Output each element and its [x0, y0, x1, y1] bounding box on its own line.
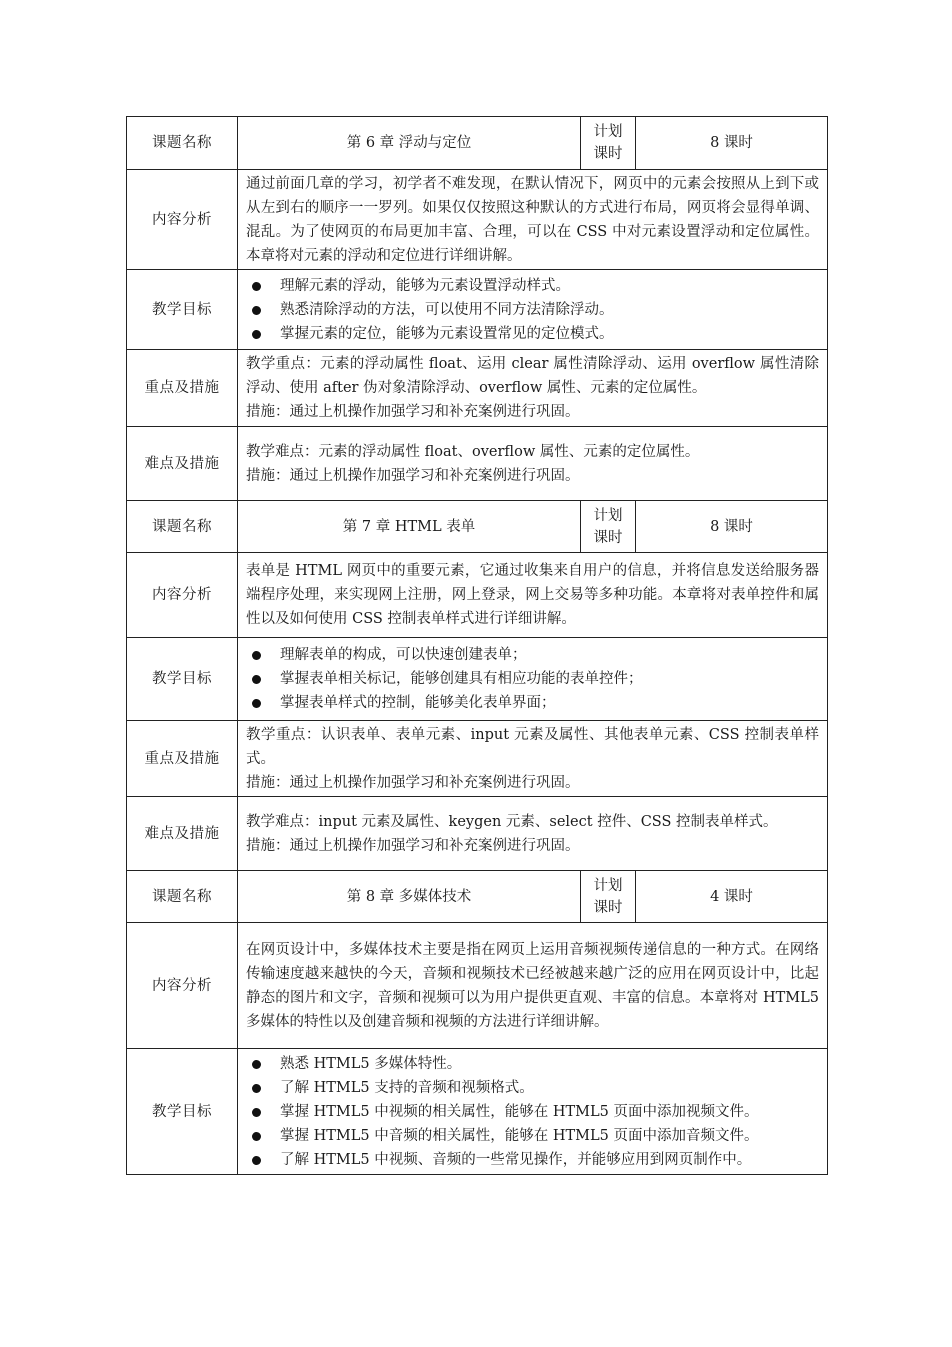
teaching-goals-label: 教学目标 [127, 270, 238, 350]
goal-item: 掌握表单相关标记，能够创建具有相应功能的表单控件； [246, 667, 819, 691]
teaching-plan-table [126, 116, 828, 1175]
goal-item: 熟悉清除浮动的方法，可以使用不同方法清除浮动。 [246, 298, 819, 322]
title-label: 课题名称 [127, 501, 238, 553]
goal-item: 熟悉 HTML5 多媒体特性。 [246, 1052, 819, 1076]
planned-hours-label: 计划 课时 [581, 501, 636, 553]
planned-hours-label: 计划 课时 [581, 117, 636, 170]
goal-item: 了解 HTML5 支持的音频和视频格式。 [246, 1076, 819, 1100]
title-label: 课题名称 [127, 871, 238, 923]
key-points-row [127, 350, 828, 427]
goal-item: 掌握表单样式的控制，能够美化表单界面； [246, 691, 819, 715]
chapter-title: 第 7 章 HTML 表单 [238, 501, 581, 553]
bullet-icon [252, 306, 261, 315]
key-points-row [127, 721, 828, 797]
difficulty-label: 难点及措施 [127, 427, 238, 501]
planned-hours-value: 8 课时 [636, 117, 828, 170]
content-analysis-text: 通过前面几章的学习，初学者不难发现，在默认情况下，网页中的元素会按照从上到下或从左到右的顺序一一罗列。如果仅仅按照这种默认的方式进行布局，网页将会显得单调、混乱。为了使网页的布局更加丰富、合理，可以在 CSS 中对元素设置浮动和定位属性。本章将对元素的浮动和定位进行详细讲解。 [238, 170, 828, 270]
chapter-title-row [127, 117, 828, 170]
planned-hours-label: 计划 课时 [581, 871, 636, 923]
bullet-icon [252, 1132, 261, 1141]
bullet-icon [252, 651, 261, 660]
content-analysis-row [127, 923, 828, 1049]
goal-item: 掌握 HTML5 中音频的相关属性，能够在 HTML5 页面中添加音频文件。 [246, 1124, 819, 1148]
planned-hours-value: 8 课时 [636, 501, 828, 553]
teaching-goals-row [127, 638, 828, 721]
chapter-title-row [127, 501, 828, 553]
key-points-text: 教学重点：元素的浮动属性 float、运用 clear 属性清除浮动、运用 overflow 属性清除浮动、使用 after 伪对象清除浮动、overflow 属性、元素的定位属性。 措施：通过上机操作加强学习和补充案例进行巩固。 [238, 350, 828, 427]
goal-item: 掌握 HTML5 中视频的相关属性，能够在 HTML5 页面中添加视频文件。 [246, 1100, 819, 1124]
goal-item: 掌握元素的定位，能够为元素设置常见的定位模式。 [246, 322, 819, 346]
teaching-goals-label: 教学目标 [127, 638, 238, 721]
bullet-icon [252, 1060, 261, 1069]
content-analysis-label: 内容分析 [127, 553, 238, 638]
teaching-goals-list [246, 274, 819, 346]
bullet-icon [252, 1084, 261, 1093]
goal-item: 理解表单的构成，可以快速创建表单； [246, 643, 819, 667]
chapter-title: 第 8 章 多媒体技术 [238, 871, 581, 923]
difficulty-row [127, 427, 828, 501]
difficulty-text: 教学难点：input 元素及属性、keygen 元素、select 控件、CSS 控制表单样式。 措施：通过上机操作加强学习和补充案例进行巩固。 [238, 797, 828, 871]
teaching-goals-list [246, 1052, 819, 1172]
teaching-goals-cell [238, 1049, 828, 1175]
title-label: 课题名称 [127, 117, 238, 170]
teaching-goals-cell [238, 270, 828, 350]
planned-hours-value: 4 课时 [636, 871, 828, 923]
difficulty-row [127, 797, 828, 871]
difficulty-text: 教学难点：元素的浮动属性 float、overflow 属性、元素的定位属性。 措施：通过上机操作加强学习和补充案例进行巩固。 [238, 427, 828, 501]
key-points-text: 教学重点：认识表单、表单元素、input 元素及属性、其他表单元素、CSS 控制表单样式。 措施：通过上机操作加强学习和补充案例进行巩固。 [238, 721, 828, 797]
content-analysis-text: 表单是 HTML 网页中的重要元素，它通过收集来自用户的信息，并将信息发送给服务器端程序处理，来实现网上注册，网上登录，网上交易等多种功能。本章将对表单控件和属性以及如何使用 CSS 控制表单样式进行详细讲解。 [238, 553, 828, 638]
bullet-icon [252, 1156, 261, 1165]
bullet-icon [252, 1108, 261, 1117]
goal-item: 了解 HTML5 中视频、音频的一些常见操作，并能够应用到网页制作中。 [246, 1148, 819, 1172]
content-analysis-label: 内容分析 [127, 170, 238, 270]
bullet-icon [252, 699, 261, 708]
teaching-goals-row [127, 270, 828, 350]
chapter-title: 第 6 章 浮动与定位 [238, 117, 581, 170]
difficulty-label: 难点及措施 [127, 797, 238, 871]
teaching-goals-row [127, 1049, 828, 1175]
goal-item: 理解元素的浮动，能够为元素设置浮动样式。 [246, 274, 819, 298]
chapter-title-row [127, 871, 828, 923]
content-analysis-label: 内容分析 [127, 923, 238, 1049]
content-analysis-row [127, 170, 828, 270]
teaching-goals-list [246, 643, 819, 715]
key-points-label: 重点及措施 [127, 721, 238, 797]
teaching-goals-cell [238, 638, 828, 721]
bullet-icon [252, 675, 261, 684]
content-analysis-text: 在网页设计中，多媒体技术主要是指在网页上运用音频视频传递信息的一种方式。在网络传输速度越来越快的今天，音频和视频技术已经被越来越广泛的应用在网页设计中，比起静态的图片和文字，音频和视频可以为用户提供更直观、丰富的信息。本章将对 HTML5 多媒体的特性以及创建音频和视频的方法进行详细讲解。 [238, 923, 828, 1049]
bullet-icon [252, 330, 261, 339]
bullet-icon [252, 282, 261, 291]
teaching-goals-label: 教学目标 [127, 1049, 238, 1175]
key-points-label: 重点及措施 [127, 350, 238, 427]
content-analysis-row [127, 553, 828, 638]
